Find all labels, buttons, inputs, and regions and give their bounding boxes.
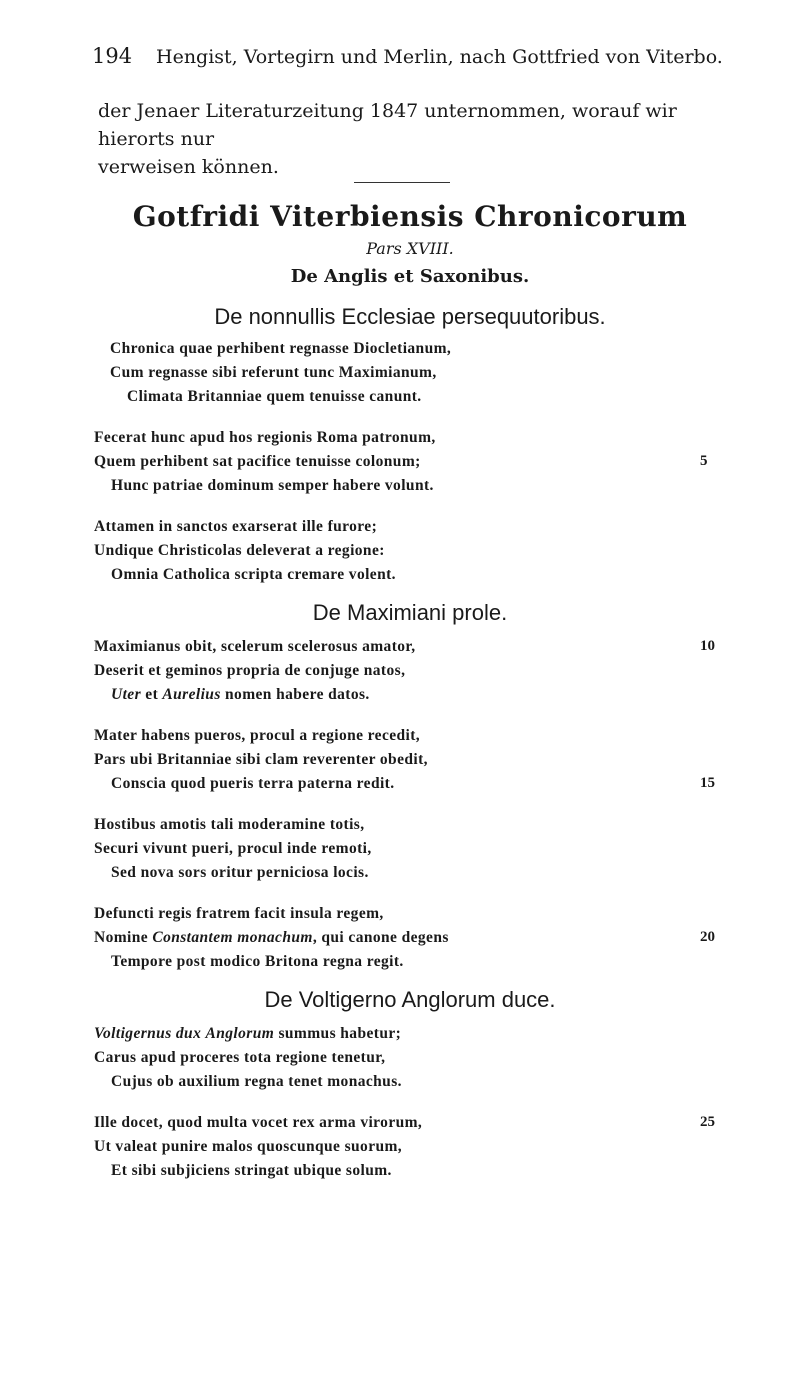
- section-heading-maximian: De Maximiani prole.: [312, 600, 508, 625]
- work-title: Gotfridi Viterbiensis Chronicorum: [132, 200, 688, 233]
- verse-line-10: Maximianus obit, scelerum scelerosus amator,: [94, 638, 416, 655]
- verse-line-15: Conscia quod pueris terra paterna redit.: [111, 775, 395, 792]
- verse-line-18: Sed nova sors oritur perniciosa locis.: [111, 864, 369, 881]
- verse-line-9: Omnia Catholica scripta cremare volent.: [111, 566, 396, 583]
- intro-paragraph: [98, 97, 714, 181]
- verse-line-25: Ille docet, quod multa vocet rex arma virorum,: [94, 1114, 423, 1131]
- verse-line-12: Uter et Aurelius nomen habere datos.: [111, 686, 370, 703]
- page-number: 194: [92, 44, 133, 68]
- verse-line-2: Cum regnasse sibi referunt tunc Maximianum,: [110, 364, 437, 381]
- running-head: [92, 44, 723, 74]
- line-number-15: 15: [700, 775, 715, 791]
- running-title: Hengist, Vortegirn und Merlin, nach Gottfried von Viterbo.: [156, 46, 723, 68]
- verse-line-16: Hostibus amotis tali moderamine totis,: [94, 816, 365, 833]
- name-voltigernus: Voltigernus: [94, 1025, 172, 1042]
- work-subtitle: De Anglis et Saxonibus.: [290, 266, 530, 287]
- section-heading-voltigern: De Voltigerno Anglorum duce.: [264, 987, 556, 1012]
- verse-line-17: Securi vivunt pueri, procul inde remoti,: [94, 840, 372, 857]
- verse-line-24: Cujus ob auxilium regna tenet monachus.: [111, 1073, 402, 1090]
- line-number-20: 20: [700, 929, 715, 945]
- verse-line-21: Tempore post modico Britona regna regit.: [111, 953, 404, 970]
- intro-line-2: verweisen können.: [98, 156, 279, 178]
- verse-line-6: Hunc patriae dominum semper habere volunt.: [111, 477, 434, 494]
- separator-rule: [354, 182, 450, 183]
- part-number: Pars XVIII.: [366, 239, 454, 258]
- verse-line-1: Chronica quae perhibent regnasse Diocletianum,: [110, 340, 452, 357]
- intro-line-1: der Jenaer Literaturzeitung 1847 unternommen, worauf wir hierorts nur: [98, 100, 677, 150]
- verse-line-19: Defuncti regis fratrem facit insula regem,: [94, 905, 384, 922]
- line-number-5: 5: [700, 453, 708, 469]
- name-anglorum: Anglorum: [205, 1025, 275, 1042]
- verse-line-23: Carus apud proceres tota regione tenetur,: [94, 1049, 386, 1066]
- name-aurelius: Aurelius: [162, 686, 221, 703]
- name-uter: Uter: [111, 686, 142, 703]
- verse-line-11: Deserit et geminos propria de conjuge natos,: [94, 662, 406, 679]
- verse-line-4: Fecerat hunc apud hos regionis Roma patronum,: [94, 429, 436, 446]
- verse-line-27: Et sibi subjiciens stringat ubique solum.: [111, 1162, 392, 1179]
- section-heading-persecutors: De nonnullis Ecclesiae persequutoribus.: [214, 304, 606, 329]
- verse-line-20: Nomine Constantem monachum, qui canone degens: [94, 929, 449, 946]
- verse-line-26: Ut valeat punire malos quoscunque suorum,: [94, 1138, 403, 1155]
- verse-line-3: Climata Britanniae quem tenuisse canunt.: [127, 388, 422, 405]
- name-constantem-monachum: Constantem monachum: [152, 929, 313, 946]
- verse-line-22: Voltigernus dux Anglorum summus habetur;: [94, 1025, 402, 1042]
- verse-line-14: Pars ubi Britanniae sibi clam reverenter obedit,: [94, 751, 428, 768]
- verse-line-8: Undique Christicolas deleverat a regione:: [94, 542, 385, 559]
- line-number-25: 25: [700, 1114, 715, 1130]
- verse-line-5: Quem perhibent sat pacifice tenuisse colonum;: [94, 453, 421, 470]
- line-number-10: 10: [700, 638, 715, 654]
- verse-line-7: Attamen in sanctos exarserat ille furore;: [94, 518, 378, 535]
- verse-line-13: Mater habens pueros, procul a regione recedit,: [94, 727, 421, 744]
